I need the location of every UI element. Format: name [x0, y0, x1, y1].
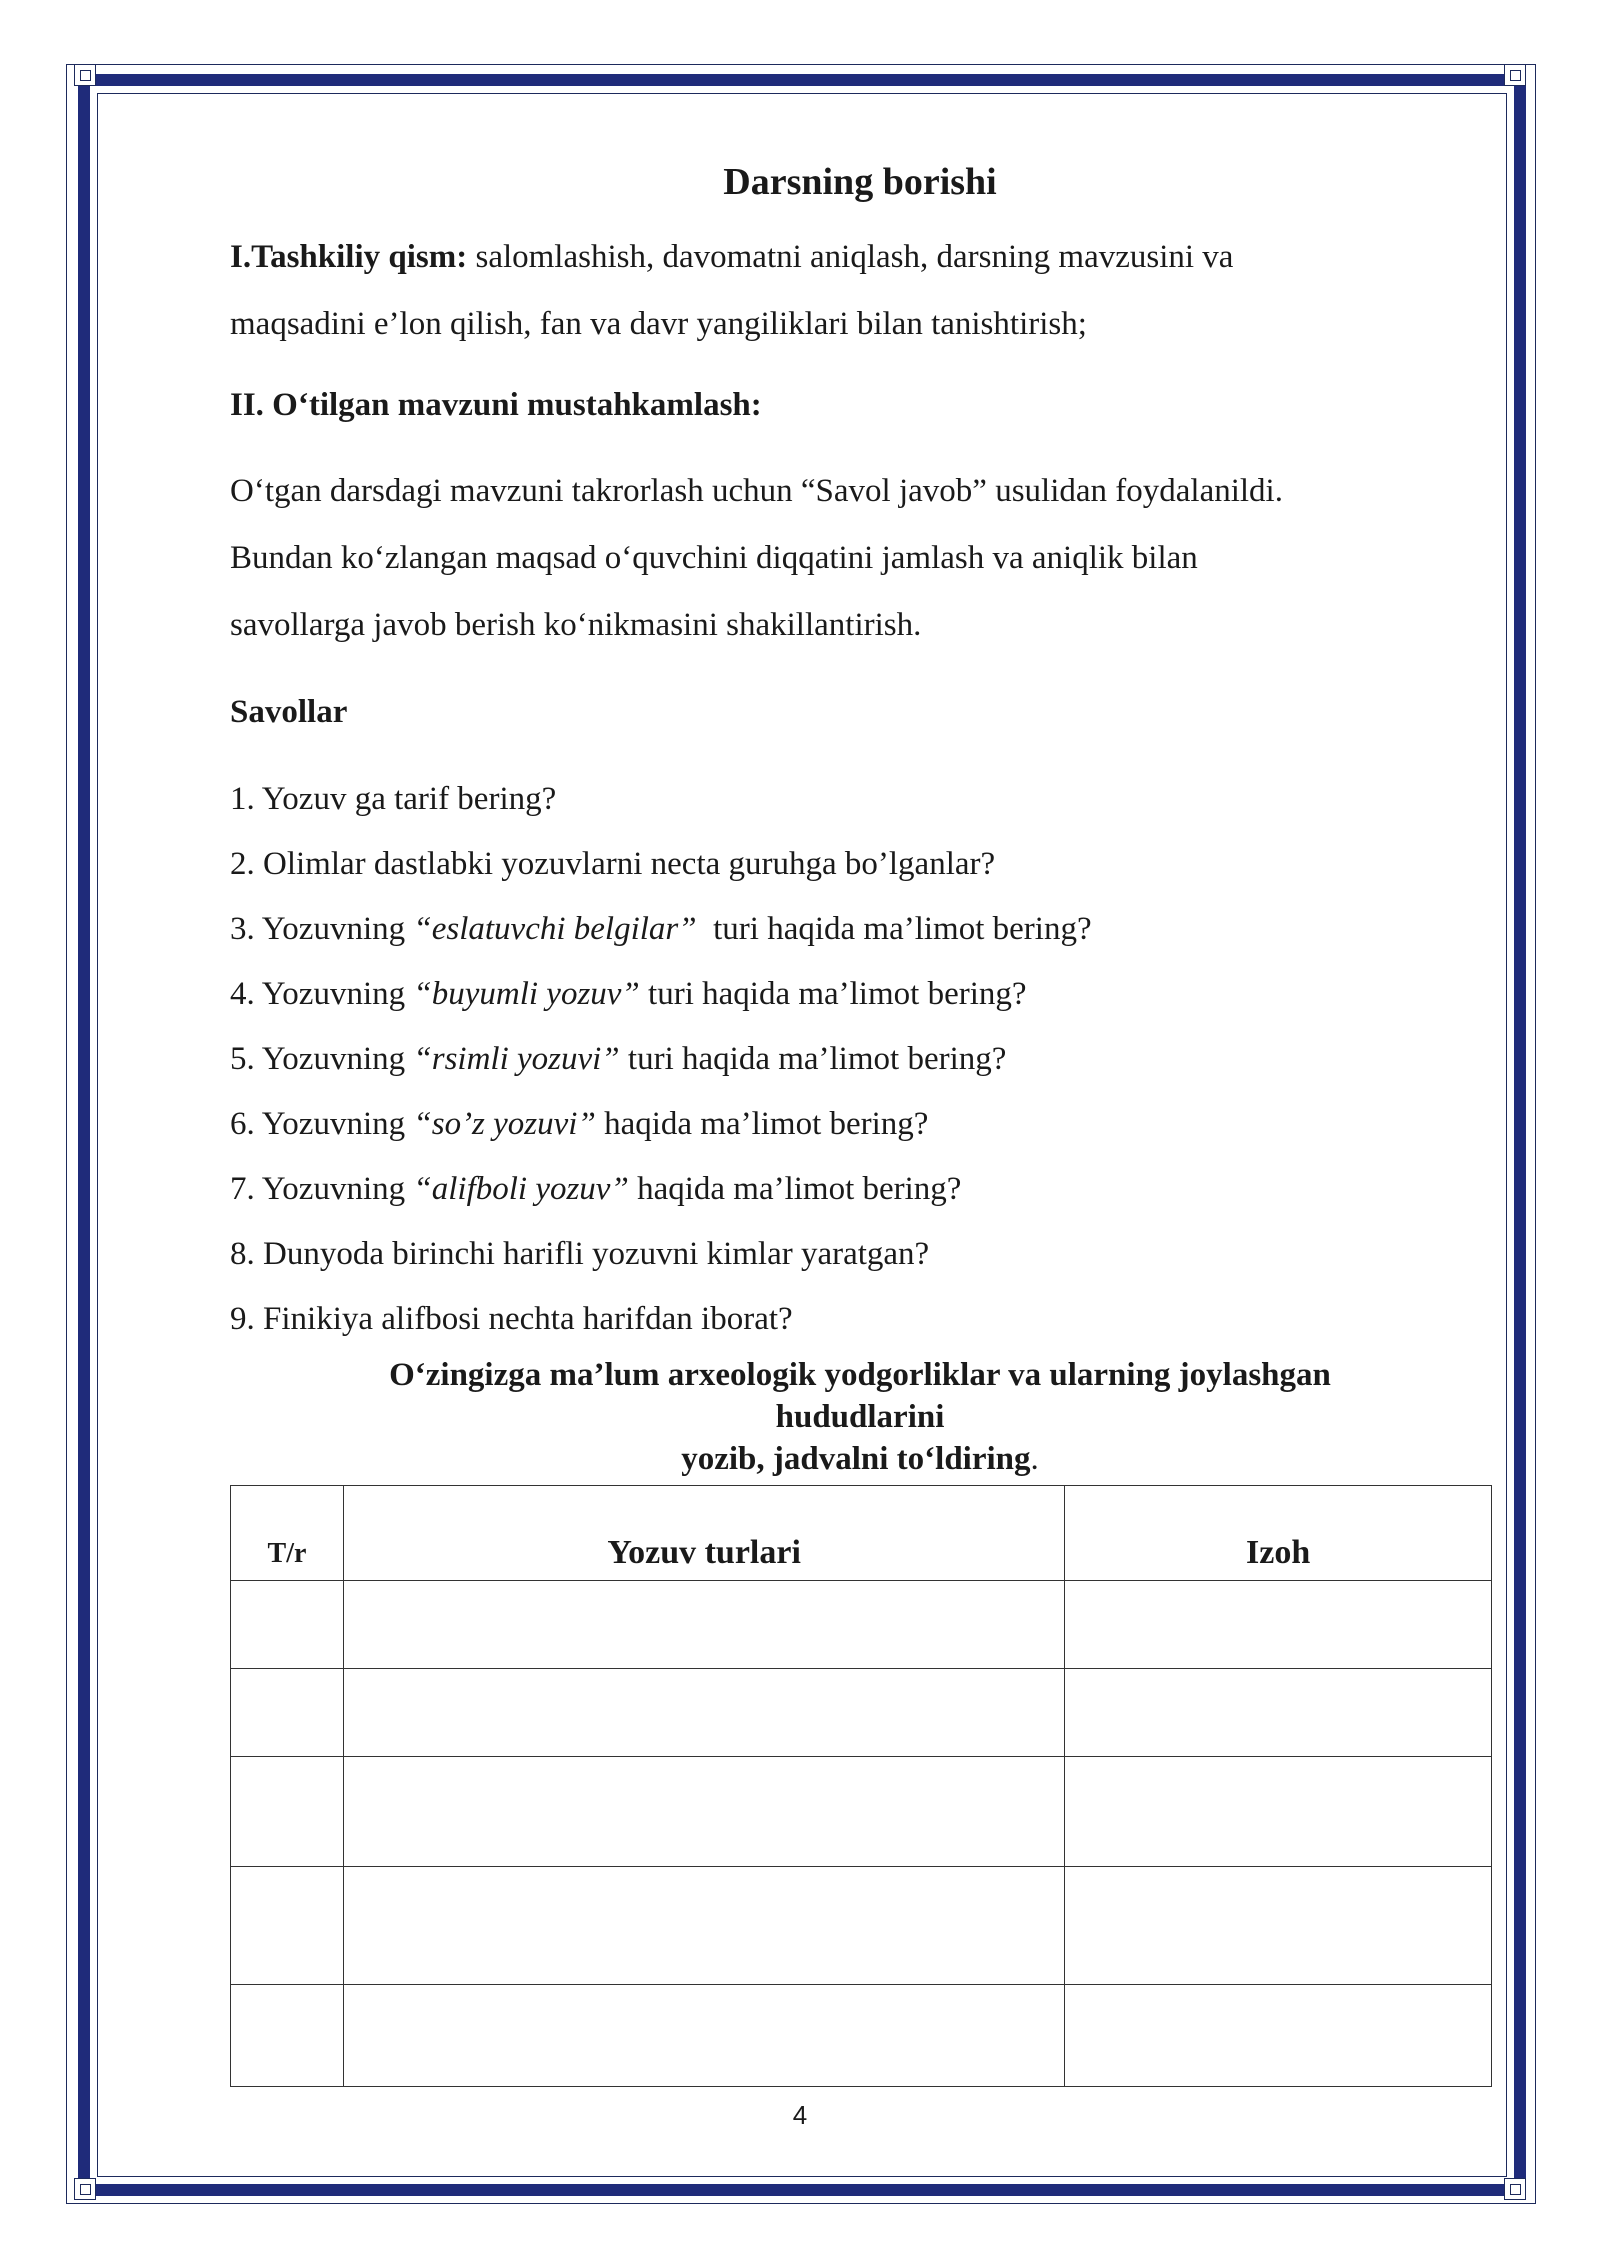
section-tashkiliy [230, 224, 1500, 291]
question-text: 5. Yozuvning [230, 1041, 414, 1077]
document-body [230, 150, 1500, 1480]
section-mustahkamlash-line: O‘tgan darsdagi mavzuni takrorlash uchun “Savol javob” usulidan foydalanildi. [230, 473, 1283, 509]
question-text-end: turi haqida ma’limot bering? [696, 911, 1092, 947]
section-tashkiliy-text-2: maqsadini e’lon qilish, fan va davr yangiliklari bilan tanishtirish; [230, 306, 1087, 342]
table-cell[interactable] [1065, 1867, 1492, 1985]
table-row [231, 1867, 1492, 1985]
corner-ornament-top-left [74, 64, 96, 86]
question-item [230, 1222, 1500, 1287]
task-instruction [230, 1354, 1490, 1480]
section-mustahkamlash-heading: II. O‘tilgan mavzuni mustahkamlash: [230, 387, 762, 423]
table-cell[interactable] [1065, 1581, 1492, 1669]
table-cell[interactable] [231, 1867, 344, 1985]
question-item [230, 1092, 1500, 1157]
question-text: 4. Yozuvning [230, 976, 414, 1012]
task-line-3-text: yozib, jadvalni to‘ldiring [681, 1441, 1031, 1477]
question-item [230, 1027, 1500, 1092]
question-term: “alifboli yozuv” [413, 1171, 629, 1207]
question-term: “eslatuvchi belgilar” [413, 911, 697, 947]
question-item [230, 832, 1500, 897]
corner-ornament-bottom-right [1504, 2178, 1526, 2200]
question-term: “so’z yozuvi” [413, 1106, 596, 1142]
question-text: 7. Yozuvning [230, 1171, 414, 1207]
table-cell[interactable] [343, 1669, 1064, 1757]
question-text-end: haqida ma’limot bering? [628, 1171, 962, 1207]
question-term: “buyumli yozuv” [413, 976, 640, 1012]
question-item [230, 1287, 1500, 1352]
question-text: 2. Olimlar dastlabki yozuvlarni necta guruhga bo’lganlar? [230, 846, 996, 882]
table-cell[interactable] [1065, 1757, 1492, 1867]
question-item [230, 767, 1500, 832]
table-row [231, 1985, 1492, 2087]
table-cell[interactable] [231, 1669, 344, 1757]
questions-list [230, 767, 1500, 1352]
table-cell[interactable] [343, 1867, 1064, 1985]
section-tashkiliy-heading: I.Tashkiliy qism: [230, 239, 468, 275]
table-header-number: T/r [231, 1486, 344, 1581]
task-line-3 [230, 1438, 1490, 1480]
table-cell[interactable] [231, 1757, 344, 1867]
question-item [230, 1157, 1500, 1222]
table-cell[interactable] [1065, 1669, 1492, 1757]
question-text: 1. Yozuv ga tarif bering? [230, 781, 557, 817]
table-cell[interactable] [343, 1757, 1064, 1867]
question-term: “rsimli yozuvi” [413, 1041, 620, 1077]
table-cell[interactable] [343, 1985, 1064, 2087]
question-item [230, 962, 1500, 1027]
question-text-end: haqida ma’limot bering? [595, 1106, 929, 1142]
question-item [230, 897, 1500, 962]
table-header-row [231, 1486, 1492, 1581]
question-text: 9. Finikiya alifbosi nechta harifdan iborat? [230, 1301, 793, 1337]
table-cell[interactable] [1065, 1985, 1492, 2087]
question-text-end: turi haqida ma’limot bering? [619, 1041, 1007, 1077]
section-tashkiliy-text: salomlashish, davomatni aniqlash, darsning mavzusini va [467, 239, 1234, 275]
questions-heading: Savollar [230, 694, 348, 730]
page-number: 4 [792, 2100, 808, 2130]
question-text: 8. Dunyoda birinchi harifli yozuvni kimlar yaratgan? [230, 1236, 930, 1272]
table-cell[interactable] [343, 1581, 1064, 1669]
table-header-note: Izoh [1065, 1486, 1492, 1581]
corner-ornament-bottom-left [74, 2178, 96, 2200]
section-mustahkamlash-line: savollarga javob berish ko‘nikmasini shakillantirish. [230, 607, 922, 643]
table-row [231, 1581, 1492, 1669]
table-header-writing-types: Yozuv turlari [343, 1486, 1064, 1581]
section-mustahkamlash-line: Bundan ko‘zlangan maqsad o‘quvchini diqqatini jamlash va aniqlik bilan [230, 540, 1198, 576]
table-row [231, 1757, 1492, 1867]
question-text: 6. Yozuvning [230, 1106, 414, 1142]
table-cell[interactable] [231, 1581, 344, 1669]
task-line-3-end: . [1030, 1441, 1039, 1477]
corner-ornament-top-right [1504, 64, 1526, 86]
table-row [231, 1669, 1492, 1757]
task-line-1: O‘zingizga ma’lum arxeologik yodgorliklar va ularning joylashgan [389, 1357, 1331, 1393]
table-cell[interactable] [231, 1985, 344, 2087]
question-text-end: turi haqida ma’limot bering? [639, 976, 1027, 1012]
page-title: Darsning borishi [723, 161, 997, 203]
question-text: 3. Yozuvning [230, 911, 414, 947]
task-line-2: hududlarini [775, 1399, 945, 1435]
fill-in-table [230, 1485, 1492, 2087]
